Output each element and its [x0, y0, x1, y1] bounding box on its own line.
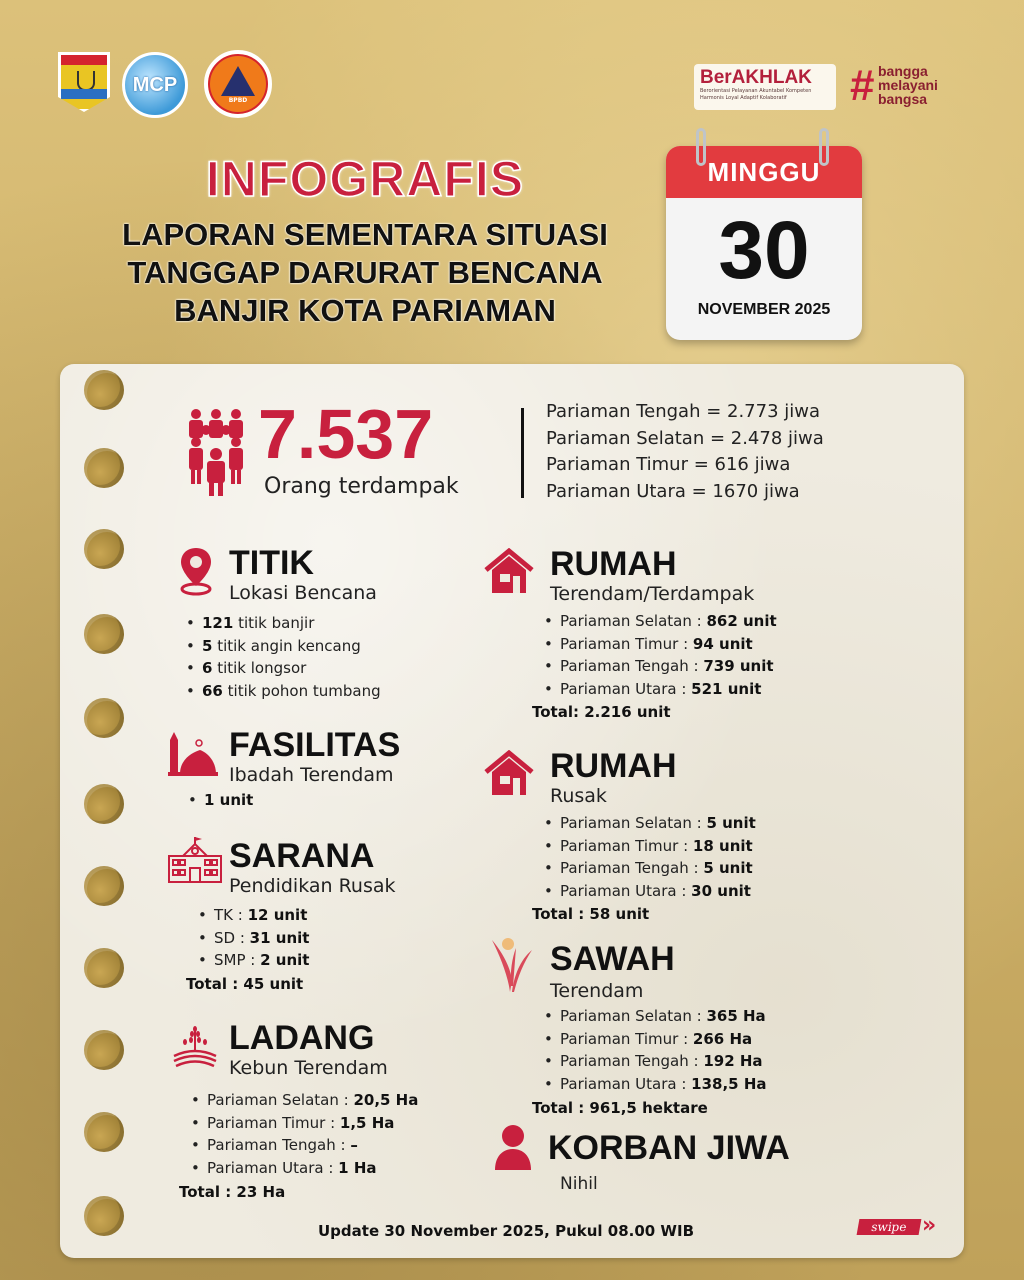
binder-hole-icon	[84, 614, 124, 654]
calendar-ring-icon	[696, 128, 706, 166]
list-item: • SD : 31 unit	[198, 927, 418, 950]
sawah-list	[544, 1005, 844, 1095]
ladang-total: Total : 23 Ha	[179, 1183, 286, 1201]
calendar-month-year: NOVEMBER 2025	[697, 301, 831, 318]
rumah-terendam-list	[544, 610, 844, 700]
sawah-total: Total : 961,5 hektare	[532, 1099, 708, 1117]
list-item: • 1 unit	[188, 789, 388, 812]
header	[70, 150, 660, 330]
list-item: • Pariaman Utara : 30 unit	[544, 880, 844, 903]
total-affected-count: 7.537	[258, 395, 434, 473]
calendar-day: 30	[718, 205, 810, 296]
calendar-ring-icon	[819, 128, 829, 166]
house-icon	[482, 750, 536, 796]
field-crop-icon	[172, 1026, 218, 1068]
section-rumah-rusak: RUMAH Rusak	[550, 747, 677, 807]
mosque-icon	[166, 728, 218, 778]
affected-by-district	[546, 399, 824, 505]
binder-hole-icon	[84, 698, 124, 738]
fasilitas-list	[188, 789, 388, 812]
list-item: • Pariaman Selatan : 365 Ha	[544, 1005, 844, 1028]
list-item: • 6 titik longsor	[186, 657, 446, 680]
section-fasilitas: FASILITAS Ibadah Terendam	[229, 726, 401, 786]
list-item: • Pariaman Timur : 94 unit	[544, 633, 844, 656]
binder-hole-icon	[84, 529, 124, 569]
korban-jiwa-status: Nihil	[560, 1174, 598, 1194]
section-rumah-terendam: RUMAH Terendam/Terdampak	[550, 545, 755, 605]
rumah-terendam-total: Total: 2.216 unit	[532, 703, 671, 721]
list-item: • Pariaman Tengah : –	[191, 1134, 461, 1157]
house-icon	[482, 548, 536, 594]
page-subtitle: LAPORAN SEMENTARA SITUASI TANGGAP DARURAT BENCANA BANJIR KOTA PARIAMAN	[122, 217, 608, 328]
list-item: • Pariaman Utara : 1 Ha	[191, 1157, 461, 1180]
person-icon	[493, 1124, 533, 1172]
list-item: • Pariaman Timur : 1,5 Ha	[191, 1112, 461, 1135]
total-affected-label: Orang terdampak	[264, 474, 459, 499]
sarana-list	[198, 904, 418, 972]
binder-hole-icon	[84, 1030, 124, 1070]
list-item: • TK : 12 unit	[198, 904, 418, 927]
binder-hole-icon	[84, 948, 124, 988]
binder-hole-icon	[84, 1112, 124, 1152]
ladang-list	[191, 1089, 461, 1179]
list-item: • Pariaman Tengah : 739 unit	[544, 655, 844, 678]
list-item: • Pariaman Timur : 18 unit	[544, 835, 844, 858]
double-chevron-right-icon: »	[922, 1213, 931, 1238]
binder-hole-icon	[84, 448, 124, 488]
list-item: • SMP : 2 unit	[198, 949, 418, 972]
kota-pariaman-logo	[58, 52, 110, 112]
district-row: Pariaman Timur = 616 jiwa	[546, 454, 791, 475]
list-item: • Pariaman Tengah : 192 Ha	[544, 1050, 844, 1073]
section-ladang: LADANG Kebun Terendam	[229, 1019, 388, 1079]
bpbd-logo: BPBD	[204, 50, 272, 118]
list-item: • 121 titik banjir	[186, 612, 446, 635]
update-timestamp: Update 30 November 2025, Pukul 08.00 WIB	[318, 1222, 694, 1240]
bangga-melayani-bangsa-logo: # bangga melayani bangsa	[850, 61, 938, 110]
list-item: • 5 titik angin kencang	[186, 635, 446, 658]
list-item: • Pariaman Utara : 521 unit	[544, 678, 844, 701]
page-title: INFOGRAFIS	[205, 151, 525, 207]
list-item: • 66 titik pohon tumbang	[186, 680, 446, 703]
district-row: Pariaman Tengah = 2.773 jiwa	[546, 401, 821, 422]
list-item: • Pariaman Timur : 266 Ha	[544, 1028, 844, 1051]
section-korban-jiwa: KORBAN JIWA	[548, 1129, 790, 1167]
list-item: • Pariaman Selatan : 862 unit	[544, 610, 844, 633]
rice-plant-icon	[490, 936, 534, 994]
rumah-rusak-total: Total : 58 unit	[532, 905, 650, 923]
divider	[521, 408, 524, 498]
list-item: • Pariaman Selatan : 20,5 Ha	[191, 1089, 461, 1112]
berakhlak-logo: BerAKHLAK Berorientasi Pelayanan Akuntabel Kompeten Harmonis Loyal Adaptif Kolaboratif	[694, 64, 836, 110]
school-building-icon	[166, 836, 224, 884]
binder-hole-icon	[84, 370, 124, 410]
list-item: • Pariaman Utara : 138,5 Ha	[544, 1073, 844, 1096]
binder-hole-icon	[84, 866, 124, 906]
section-titik: TITIK Lokasi Bencana	[229, 544, 377, 604]
people-group-icon	[186, 408, 246, 496]
section-sawah: SAWAH Terendam	[550, 940, 675, 1002]
rumah-rusak-list	[544, 812, 844, 902]
titik-list	[186, 612, 446, 702]
list-item: • Pariaman Selatan : 5 unit	[544, 812, 844, 835]
list-item: • Pariaman Tengah : 5 unit	[544, 857, 844, 880]
binder-hole-icon	[84, 1196, 124, 1236]
calendar-weekday: MINGGU	[666, 146, 862, 198]
binder-hole-icon	[84, 784, 124, 824]
mcp-logo: MCP	[122, 52, 188, 118]
district-row: Pariaman Utara = 1670 jiwa	[546, 480, 800, 502]
location-pin-icon	[178, 546, 214, 596]
swipe-button[interactable]: swipe »	[858, 1217, 948, 1239]
district-row: Pariaman Selatan = 2.478 jiwa	[546, 427, 824, 449]
calendar-date	[666, 146, 862, 340]
sarana-total: Total : 45 unit	[186, 975, 304, 993]
section-sarana: SARANA Pendidikan Rusak	[229, 837, 396, 897]
